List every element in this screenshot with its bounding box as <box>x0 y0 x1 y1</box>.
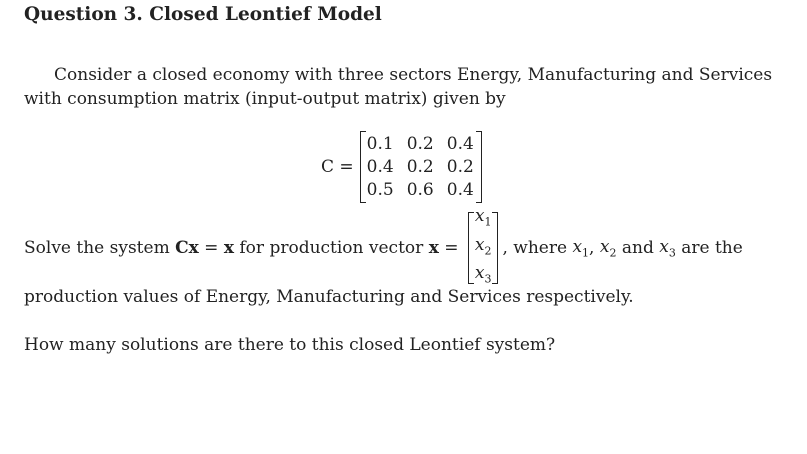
matrix-cell: 0.2 <box>446 156 474 177</box>
matrix-cell: 0.4 <box>446 179 474 200</box>
matrix-right-bracket <box>476 131 482 203</box>
matrix-cell: 0.2 <box>406 133 434 154</box>
continuation-text: production values of Energy, Manufacturing and Services respectively. <box>24 287 634 307</box>
consumption-matrix <box>366 133 476 202</box>
question-text: How many solutions are there to this closed Leontief system? <box>24 335 556 355</box>
cx-term: Cx <box>175 238 199 258</box>
equals-sign: = <box>438 238 464 258</box>
matrix-cell: 0.5 <box>366 179 394 200</box>
matrix-cell: 0.2 <box>406 156 434 177</box>
vector-right-bracket <box>492 212 498 284</box>
var-x2: $x_2$ <box>599 236 617 260</box>
vector-entry: $x_1$ <box>474 206 492 229</box>
question-title: Question 3. Closed Leontief Model <box>24 4 382 25</box>
vector-entry: $x_2$ <box>474 234 492 258</box>
x-term: x <box>223 238 234 258</box>
and-text: and <box>616 238 660 258</box>
vector-entry: $x_3$ <box>474 263 492 286</box>
matrix-cell: 0.6 <box>406 179 434 200</box>
var-x3: $x_3$ <box>659 236 676 260</box>
solve-prefix: Solve the system <box>24 238 176 258</box>
consumption-matrix-equation <box>321 131 482 203</box>
solve-tail: are the <box>675 238 743 258</box>
intro-paragraph: Consider a closed economy with three sectors Energy, Manufacturing and Services with consumption matrix (input-output matrix) given by <box>24 65 773 109</box>
solve-instruction <box>24 206 743 286</box>
matrix-label: C = <box>321 157 354 177</box>
production-vector <box>468 205 499 290</box>
production-vector-symbol: x <box>428 238 439 258</box>
var-x1: $x_1$ <box>572 236 590 260</box>
matrix-cell: 0.4 <box>446 133 474 154</box>
where-text: , where <box>502 238 573 258</box>
comma-text: , <box>589 238 600 258</box>
solve-mid: for production vector <box>233 238 429 258</box>
matrix-cell: 0.4 <box>366 156 394 177</box>
equals-sign: = <box>198 238 224 258</box>
matrix-cell: 0.1 <box>366 133 394 154</box>
